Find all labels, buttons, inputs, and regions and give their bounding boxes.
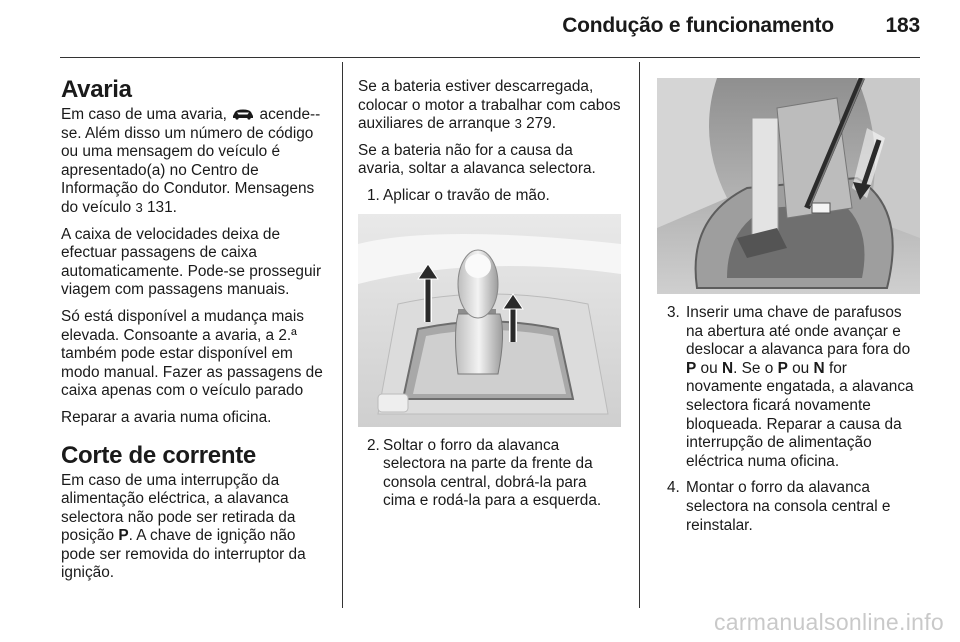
step-text: Soltar o forro da alavanca selectora na parte da frente da consola central, dobrá-la para cima e rodá-la para a esquerda. <box>383 436 602 510</box>
text: ou <box>792 359 810 377</box>
gear-label: P <box>777 359 788 377</box>
text: Em caso de uma interrupção da alimentação eléctrica, a alavanca selectora não pode ser retirada da posição <box>61 471 296 545</box>
text: . Se o <box>733 359 774 377</box>
gear-label: P <box>118 527 129 545</box>
page-reference-icon: 3 <box>135 199 143 215</box>
step-number: 2. <box>367 436 380 454</box>
gear-label: P <box>686 359 697 377</box>
header-rule <box>60 57 920 58</box>
page-reference[interactable]: 279. <box>526 115 557 133</box>
page-header <box>0 14 920 38</box>
page-reference-icon: 3 <box>514 116 522 132</box>
step-text: Montar o forro da alavanca selectora na consola central e reinstalar. <box>686 479 891 534</box>
text: acende--se. Além disso um número de código ou uma mensagem do veículo é apresentado(a) no Centro de Informação do Condutor. Mensagens do veículo <box>61 106 321 216</box>
screwdriver-release-illustration <box>657 78 920 294</box>
page-reference[interactable]: 131. <box>146 198 177 216</box>
step-number: 1. <box>367 186 380 204</box>
list-item <box>657 304 922 471</box>
paragraph: Reparar a avaria numa oficina. <box>61 408 272 426</box>
paragraph: A caixa de velocidades deixa de efectuar passagens de caixa automaticamente. Pode-se prosseguir viagem com passagens manuais. <box>61 225 322 299</box>
watermark: carmanualsonline.info <box>713 609 944 635</box>
text: Se a bateria estiver descarregada, colocar o motor a trabalhar com cabos auxiliares de arranque <box>358 78 621 133</box>
column-3 <box>657 78 922 543</box>
paragraph <box>61 472 329 584</box>
paragraph: Se a bateria não for a causa da avaria, soltar a alavanca selectora. <box>358 141 596 178</box>
gear-label: N <box>813 359 825 377</box>
column-2 <box>358 78 623 519</box>
step-number: 4. <box>667 479 680 497</box>
list-item <box>358 187 623 206</box>
column-1 <box>61 68 329 591</box>
section-heading-avaria: Avaria <box>61 76 132 103</box>
list-item <box>358 437 623 511</box>
car-warning-icon <box>231 108 255 120</box>
step-text: Inserir uma chave de parafusos na abertura até onde avançar e deslocar a alavanca para fora do <box>686 304 911 359</box>
page-title: Condução e funcionamento <box>562 14 834 37</box>
gear-lever-illustration <box>358 214 621 427</box>
gear-label: N <box>721 359 734 377</box>
paragraph <box>61 106 329 218</box>
text: for novamente engatada, a alavanca selectora ficará novamente bloqueada. Reparar a causa da interrupção de alimentação eléctrica numa oficina. <box>686 359 914 470</box>
column-divider-2 <box>639 62 640 608</box>
list-item <box>657 479 922 535</box>
text: ou <box>700 359 718 377</box>
step-text: Aplicar o travão de mão. <box>383 186 550 204</box>
text: Em caso de uma avaria, <box>61 106 227 123</box>
step-number: 3. <box>667 304 680 321</box>
text: . A chave de ignição não pode ser removida do interruptor da ignição. <box>61 527 306 582</box>
section-heading-corte: Corte de corrente <box>61 441 256 469</box>
column-divider-1 <box>342 62 343 608</box>
page-number: 183 <box>885 14 920 37</box>
paragraph: Só está disponível a mudança mais elevada. Consoante a avaria, a 2.ª também pode estar disponível em modo manual. Fazer as passagens de caixa apenas com o veículo parado <box>61 307 323 400</box>
paragraph <box>358 78 623 134</box>
